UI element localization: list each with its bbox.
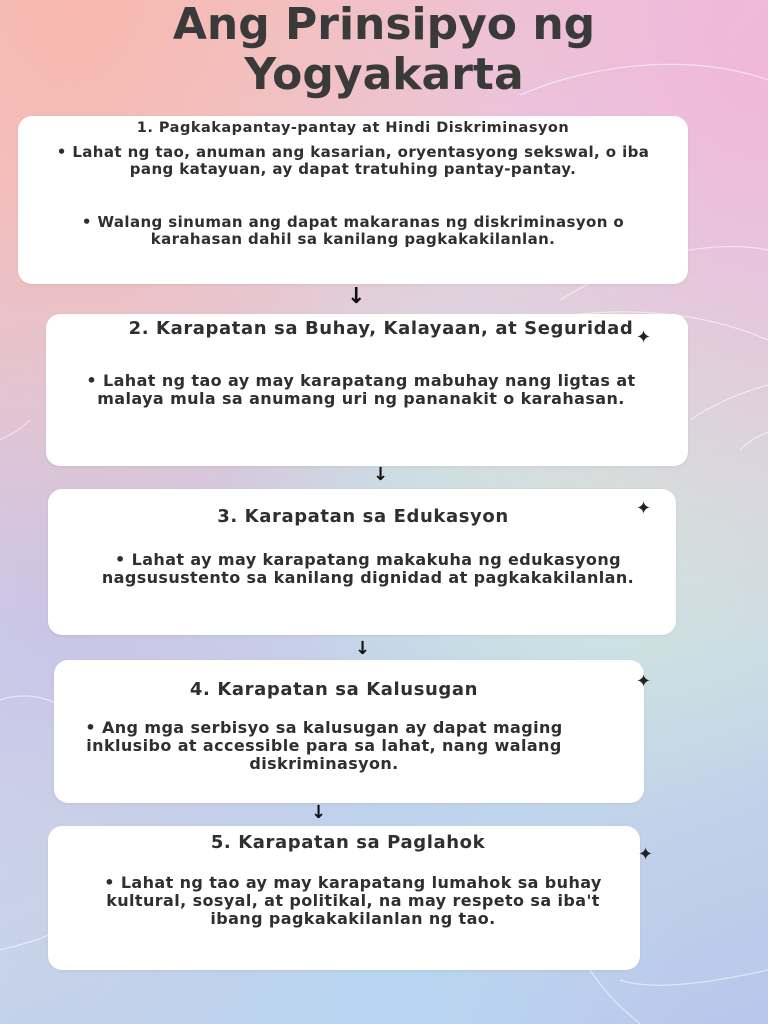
sparkle-icon: ✦ [636,498,652,519]
principle-5-point-1: • Lahat ng tao ay may karapatang lumahok sa buhay kultural, sosyal, at politikal, na may respeto sa iba't ibang pagkakakilanlan ng tao. [104,873,602,928]
principle-4-heading: 4. Karapatan sa Kalusugan [189,679,479,700]
principle-3-point-1: • Lahat ay may karapatang makakuha ng edukasyong nagsusustento sa kanilang dignidad at pagkakakilanlan. [101,550,635,587]
down-arrow-icon: ↓ [355,638,371,659]
principle-4-point-1: • Ang mga serbisyo sa kalusugan ay dapat maging inklusibo at accessible para sa lahat, nang walang diskriminasyon. [85,718,563,773]
down-arrow-icon: ↓ [373,464,389,485]
sparkle-icon: ✦ [636,327,652,348]
title-line-1: Ang Prinsipyo ng [172,0,596,50]
principle-1-point-2: • Walang sinuman ang dapat makaranas ng diskriminasyon o karahasan dahil sa kanilang pagkakakilanlan. [81,213,625,248]
principle-5-heading: 5. Karapatan sa Paglahok [210,832,486,853]
principle-1-point-1: • Lahat ng tao, anuman ang kasarian, oryentasyong sekswal, o iba pang katayuan, ay dapat tratuhing pantay-pantay. [56,143,650,178]
principle-2-heading: 2. Karapatan sa Buhay, Kalayaan, at Seguridad [128,318,634,339]
down-arrow-icon: ↓ [311,802,327,823]
principle-1-heading: 1. Pagkakapantay-pantay at Hindi Diskriminasyon [136,120,570,136]
principle-card-5 [48,826,640,970]
sparkle-icon: ✦ [636,671,652,692]
down-arrow-icon: ↓ [347,284,366,309]
principle-card-1 [18,116,688,284]
principle-card-3 [48,489,676,635]
page-title [0,0,768,100]
principle-2-point-1: • Lahat ng tao ay may karapatang mabuhay nang ligtas at malaya mula sa anumang uri ng pananakit o karahasan. [86,371,636,408]
title-line-2: Yogyakarta [244,49,524,100]
sparkle-icon: ✦ [638,844,654,865]
principle-card-2 [46,314,688,466]
principle-3-heading: 3. Karapatan sa Edukasyon [217,506,509,527]
principle-card-4 [54,660,644,803]
